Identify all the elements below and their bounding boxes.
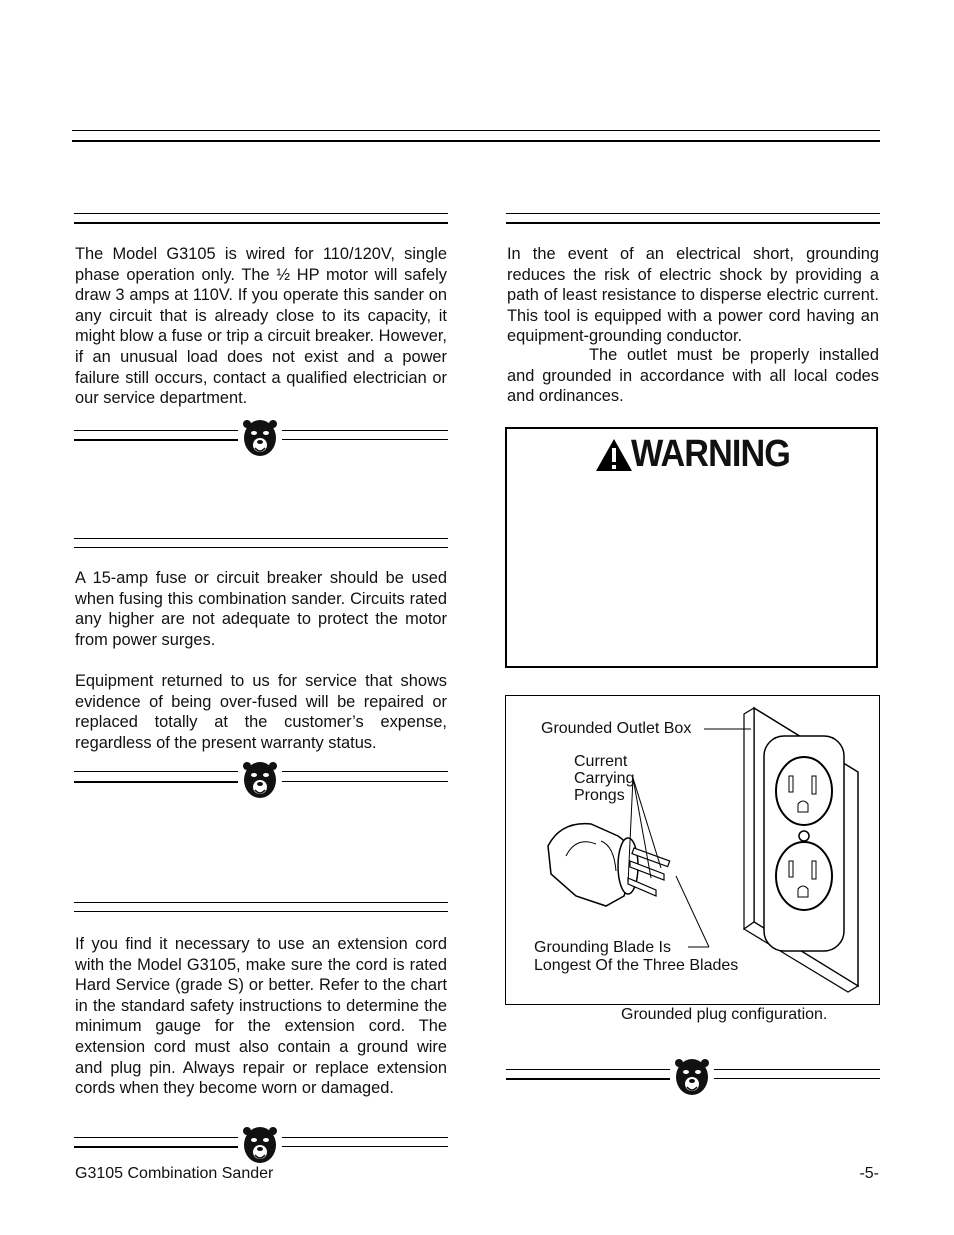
exclamation-triangle-icon (595, 438, 633, 472)
extension-cord-paragraph: If you find it necessary to use an extension cord with the Model G3105, make sure the cord is rated Hard Service (grade S) or better. Refer to the chart in the standard safety instructions to determine the minimum gauge for the extension cord. The extension cord must also contain a ground wire and plug pin. Always repair or replace extension cords when they become worn or damaged. (75, 935, 447, 1098)
bear-divider-2 (74, 760, 448, 800)
bear-logo-icon (242, 418, 278, 458)
bear-logo-icon (242, 1125, 278, 1165)
label-grounding-blade-1: Grounding Blade Is (534, 939, 671, 956)
overfuse-paragraph: Equipment returned to us for service that shows evidence of being over-fused will be repaired or replaced totally at the customer’s expense, regardless of the present warranty status. (75, 672, 447, 752)
bear-divider-4 (506, 1057, 880, 1097)
label-prongs-3: Prongs (574, 787, 625, 804)
bear-divider-3 (74, 1125, 448, 1165)
grounded-plug-figure (505, 695, 880, 1005)
right-section-rule-a (506, 213, 880, 214)
header-rule-bottom (72, 140, 880, 142)
section-rule-2b (74, 547, 448, 548)
outlet-paragraph: The outlet must be properly installed and grounded in accordance with all local codes and ordinances. (507, 346, 879, 406)
section-rule-1b (74, 222, 448, 224)
label-grounded-outlet-box: Grounded Outlet Box (541, 720, 692, 737)
grounding-paragraph: In the event of an electrical short, grounding reduces the risk of electric shock by providing a path of least resistance to disperse electric current. This tool is equipped with a power cord having an equipment-grounding conductor. (507, 245, 879, 346)
warning-box (505, 427, 878, 668)
footer-page-number: -5- (859, 1165, 879, 1182)
section-rule-1a (74, 213, 448, 214)
right-section-rule-b (506, 222, 880, 224)
bear-divider-1 (74, 418, 448, 458)
bear-logo-icon (674, 1057, 710, 1097)
label-grounding-blade-2: Longest Of the Three Blades (534, 957, 739, 974)
fuse-paragraph: A 15-amp fuse or circuit breaker should be used when fusing this combination sander. Circuits rated any higher are not adequate to protect the motor from power surges. (75, 569, 447, 649)
figure-caption: Grounded plug configuration. (621, 1006, 828, 1023)
warning-title: WARNING (631, 433, 790, 475)
header-rule-top (72, 130, 880, 131)
footer-title: G3105 Combination Sander (75, 1165, 274, 1182)
power-supply-paragraph: The Model G3105 is wired for 110/120V, single phase operation only. The ½ HP motor will safely draw 3 amps at 110V. If you operate this sander on any circuit that is already close to its capacity, it might blow a fuse or trip a circuit breaker. However, if an unusual load does not exist and a power failure still occurs, contact a qualified electrician or our service department. (75, 245, 447, 408)
label-prongs-2: Carrying (574, 770, 635, 787)
section-rule-3b (74, 911, 448, 912)
section-rule-2a (74, 538, 448, 539)
label-prongs-1: Current (574, 753, 628, 770)
section-rule-3a (74, 902, 448, 903)
bear-logo-icon (242, 760, 278, 800)
